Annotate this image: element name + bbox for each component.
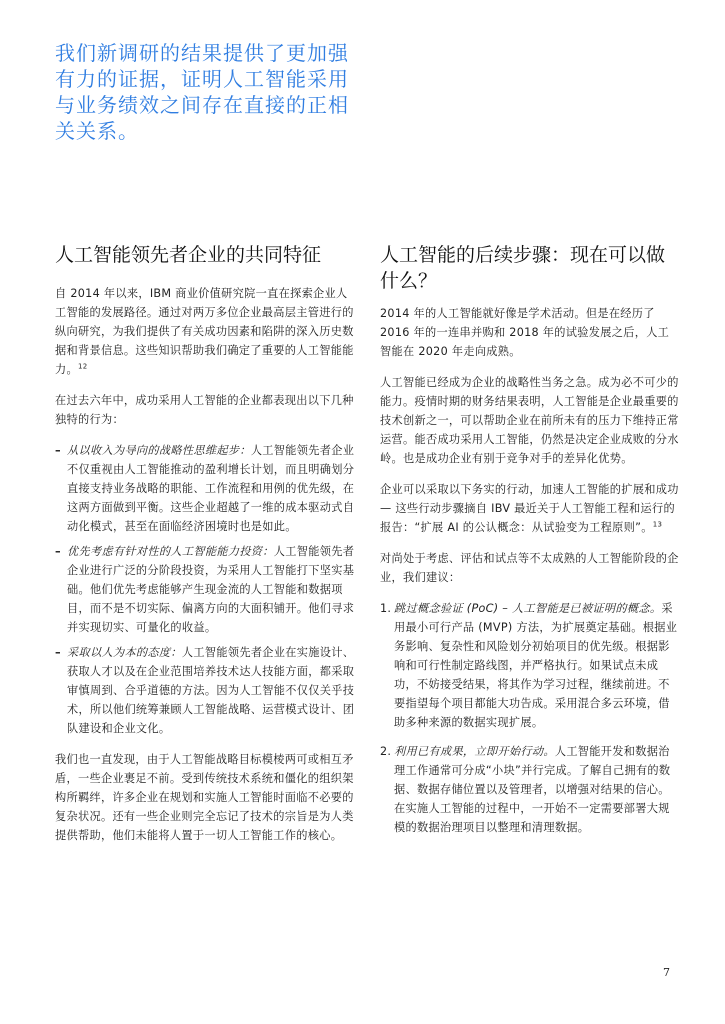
list-item (55, 542, 355, 637)
item-lead: 优先考虑有针对性的人工智能能力投资： (67, 545, 274, 558)
item-lead: 利用已有成果，立即开始行动。 (394, 745, 555, 758)
right-paragraph-4: 对尚处于考虑、评估和试点等不太成熟的人工智能阶段的企业，我们建议： (380, 552, 679, 584)
item-text: 采用最小可行产品 (MVP) 方法，为扩展奠定基础。根据业务影响、复杂性和风险划分初始项目的优先级。根据影响和可行性制定路线图，并严格执行。如果试点未成功，不妨接受结果，将其作为学习过程，继续前进。不要指望每个项目都能大功告成。采用混合多云环境，借助多种来源的数据实现扩展。 (394, 602, 678, 729)
right-column (380, 242, 680, 849)
behaviors-list (55, 441, 355, 738)
dash-bullet: – (55, 545, 61, 558)
list-item (380, 599, 680, 732)
item-lead: 跳过概念验证 (PoC) – 人工智能是已被证明的概念。 (394, 602, 662, 615)
list-item (55, 441, 355, 536)
left-paragraph-2: 在过去六年中，成功采用人工智能的企业都表现出以下几种独特的行为： (55, 394, 354, 426)
right-paragraph-3 (380, 480, 680, 537)
item-text: 人工智能领先者企业在实施设计、获取人才以及在企业范围培养技术达人技能方面，都采取审慎周到、合乎道德的方法。因为人工智能不仅仅关乎技术，所以他们统筹兼顾人工智能战略、运营模式设计、团队建设和企业文化。 (67, 646, 355, 735)
left-paragraph-3: 我们也一直发现，由于人工智能战略目标模棱两可或相互矛盾，一些企业裹足不前。受到传统技术系统和僵化的组织架构所羁绊，许多企业在规划和实施人工智能时面临不必要的复杂状况。还有一些企业则完全忘记了技术的宗旨是为人类提供帮助，他们未能将人置于一切人工智能工作的核心。 (55, 753, 354, 842)
dash-bullet: – (55, 444, 61, 457)
left-paragraph-1 (55, 284, 355, 379)
item-lead: 采取以人为本的态度： (67, 646, 182, 659)
list-item (380, 742, 680, 837)
left-column (55, 242, 355, 857)
item-text: 人工智能开发和数据治理工作通常可分成“小块”并行完成。了解自己拥有的数据、数据存储位置以及管理者，以增强对结果的信心。在实施人工智能的过程中，一开始不一定需要部署大规模的数据治理项目以整理和清理数据。 (394, 745, 671, 834)
right-paragraph-1: 2014 年的人工智能就好像是学术活动。但是在经历了 2016 年的一连串并购和 2018 年的试验发展之后，人工智能在 2020 年走向成熟。 (380, 307, 670, 358)
item-text: 人工智能领先者企业进行广泛的分阶段投资，为采用人工智能打下坚实基础。他们优先考虑能够产生现金流的人工智能和数据项目，而不是不切实际、偏离方向的大面积铺开。他们寻求并实现切实、可量化的收益。 (67, 545, 355, 634)
footnote-ref-12: 12 (77, 362, 88, 371)
left-paragraph-1-text: 自 2014 年以来，IBM 商业价值研究院一直在探索企业人工智能的发展路径。通过对两万多位企业最高层主管进行的纵向研究，为我们提供了有关成功因素和陷阱的深入历史数据和背景信息。这些知识帮助我们确定了重要的人工智能能力。 (55, 287, 354, 376)
left-heading: 人工智能领先者企业的共同特征 (55, 244, 322, 266)
recommendations-list (380, 599, 680, 837)
right-paragraph-2: 人工智能已经成为企业的战略性当务之急。成为必不可少的能力。疫情时期的财务结果表明，人工智能是企业最重要的技术创新之一，可以帮助企业在前所未有的压力下维持正常运营。能否成功采用人工智能，仍然是决定企业成败的分水岭。也是成功企业有别于竞争对手的差异化优势。 (380, 376, 679, 465)
intro-headline: 我们新调研的结果提供了更加强有力的证据，证明人工智能采用与业务绩效之间存在直接的正相关关系。 (55, 41, 349, 143)
right-paragraph-3-text: 企业可以采取以下务实的行动，加速人工智能的扩展和成功 — 这些行动步骤摘自 IBV 最近关于人工智能工程和运行的报告：“扩展 AI 的公认概念：从试验变为工程原则”。 (380, 483, 679, 534)
footnote-ref-13: 13 (652, 520, 663, 529)
item-number: 1. (380, 602, 392, 615)
item-lead: 从以收入为导向的战略性思维起步： (67, 444, 251, 457)
right-heading: 人工智能的后续步骤：现在可以做什么？ (380, 244, 666, 292)
item-number: 2. (380, 745, 392, 758)
page-number: 7 (663, 966, 670, 979)
item-text: 人工智能领先者企业不仅重视由人工智能推动的盈利增长计划，而且明确划分直接支持业务战略的职能、工作流程和用例的优先级，在这两方面做到平衡。这些企业超越了一维的成本驱动式自动化模式，甚至在面临经济困境时也是如此。 (67, 444, 355, 533)
list-item (55, 643, 355, 738)
dash-bullet: – (55, 646, 61, 659)
